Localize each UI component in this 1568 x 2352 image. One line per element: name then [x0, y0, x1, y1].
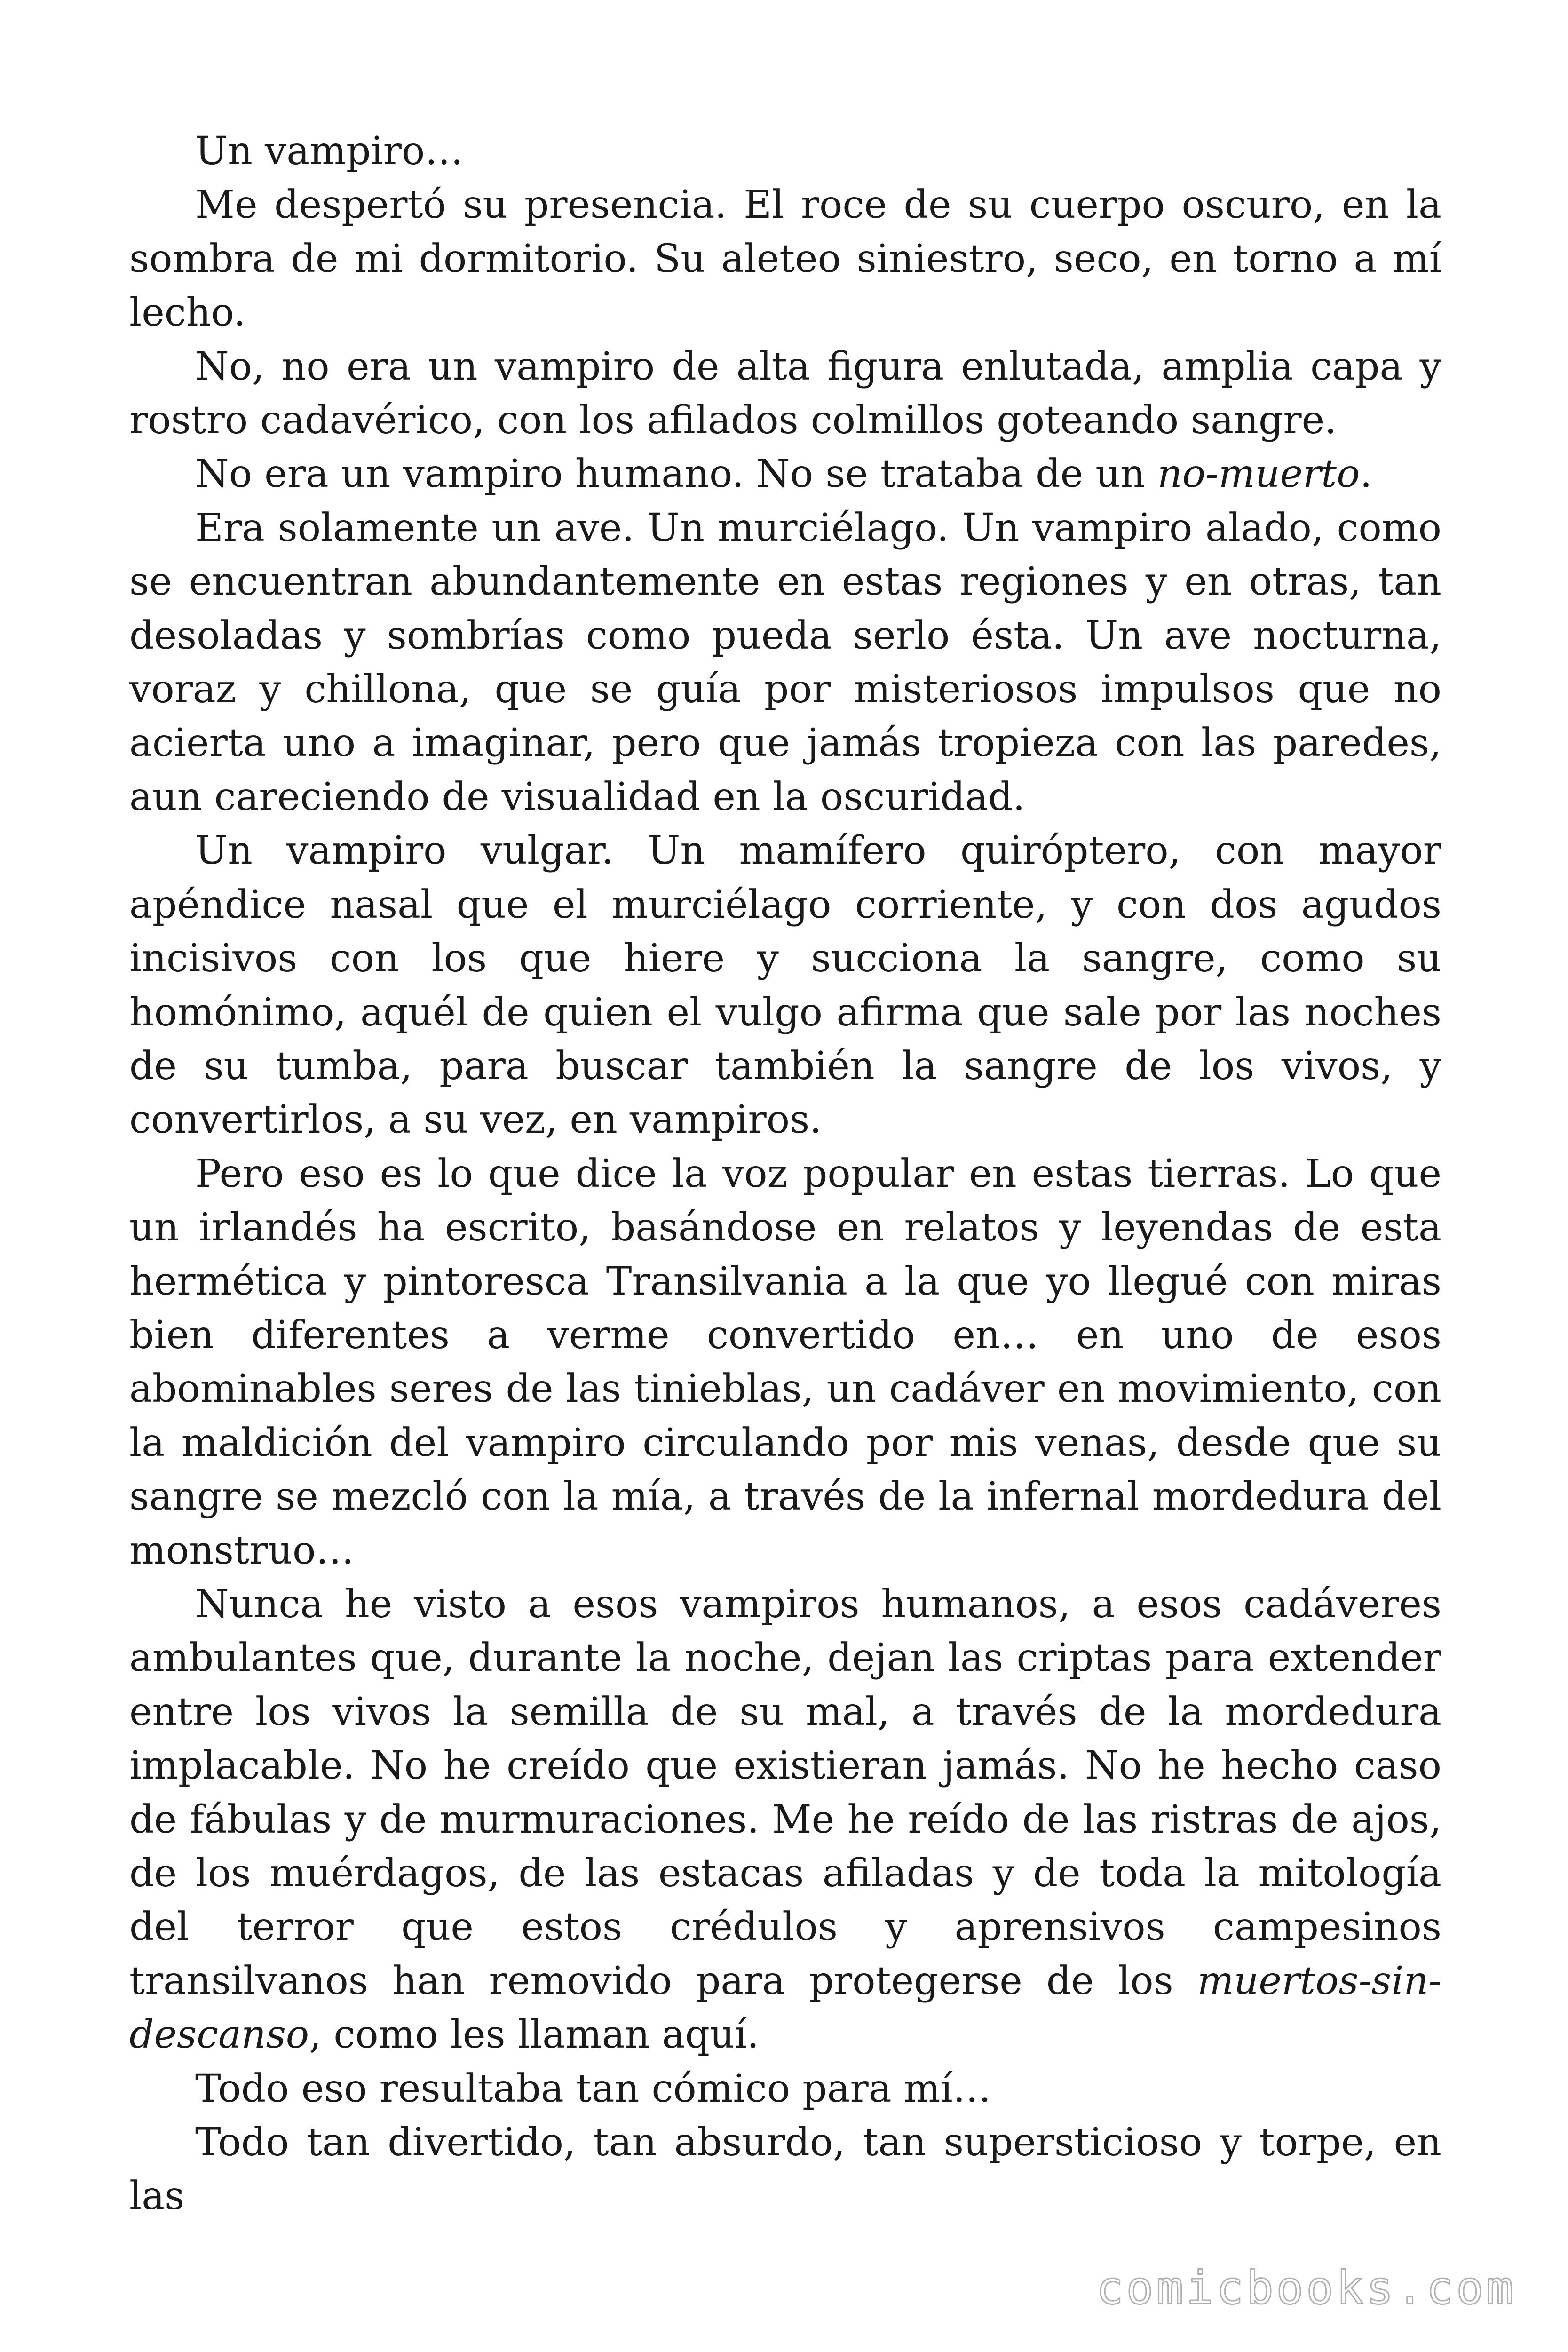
watermark: comicbooks.com — [1096, 2262, 1516, 2314]
paragraph-5: Era solamente un ave. Un murciélago. Un vampiro alado, como se encuentran abundantemente en estas regiones y en otras, tan desoladas y sombrías como pueda serlo ésta. Un ave nocturna, voraz y chillona, que se guía por misteriosos impulsos que no acierta uno a imaginar, pero que jamás tropieza con las paredes, aun careciendo de visualidad en la oscuridad. — [129, 505, 1441, 819]
paragraph-7: Pero eso es lo que dice la voz popular en estas tierras. Lo que un irlandés ha escrito, basándose en relatos y leyendas de esta hermética y pintoresca Transilvania a la que yo llegué con miras bien diferentes a verme convertido en… en uno de esos abominables seres de las tinieblas, un cadáver en movimiento, con la maldición del vampiro circulando por mis venas, desde que su sangre se mezcló con la mía, a través de la infernal mordedura del monstruo… — [129, 1151, 1441, 1573]
paragraph-1: Un vampiro… — [195, 129, 464, 174]
paragraph-2: Me despertó su presencia. El roce de su cuerpo oscuro, en la sombra de mi dormitorio. Su aleteo siniestro, seco, en torno a mí lecho. — [129, 183, 1441, 335]
body-text — [129, 125, 1441, 2224]
emphasis-muertos-sin-descanso: muertos-sin-descanso — [129, 1958, 1441, 2058]
emphasis-no-muerto: no-muerto — [1157, 452, 1360, 497]
paragraph-4: No era un vampiro humano. No se trataba de un no-muerto. — [195, 452, 1372, 497]
paragraph-10: Todo tan divertido, tan absurdo, tan supersticioso y torpe, en las — [129, 2120, 1441, 2219]
paragraph-8: Nunca he visto a esos vampiros humanos, a esos cadáveres ambulantes que, durante la noche, dejan las criptas para extender entre los vivos la semilla de su mal, a través de la mordedura implacable. No he creído que existieran jamás. No he hecho caso de fábulas y de murmuraciones. Me he reído de las ristras de ajos, de los muérdagos, de las estacas afiladas y de toda la mitología del terror que estos crédulos y aprensivos campesinos transilvanos han removido para protegerse de los muertos-sin-descanso, como les llaman aquí. — [129, 1581, 1441, 2058]
paragraph-3: No, no era un vampiro de alta figura enlutada, amplia capa y rostro cadavérico, con los afilados colmillos goteando sangre. — [129, 344, 1441, 443]
paragraph-9: Todo eso resultaba tan cómico para mí… — [195, 2066, 991, 2111]
paragraph-6: Un vampiro vulgar. Un mamífero quiróptero, con mayor apéndice nasal que el murciélago corriente, y con dos agudos incisivos con los que hiere y succiona la sangre, como su homónimo, aquél de quien el vulgo afirma que sale por las noches de su tumba, para buscar también la sangre de los vivos, y convertirlos, a su vez, en vampiros. — [129, 828, 1441, 1143]
